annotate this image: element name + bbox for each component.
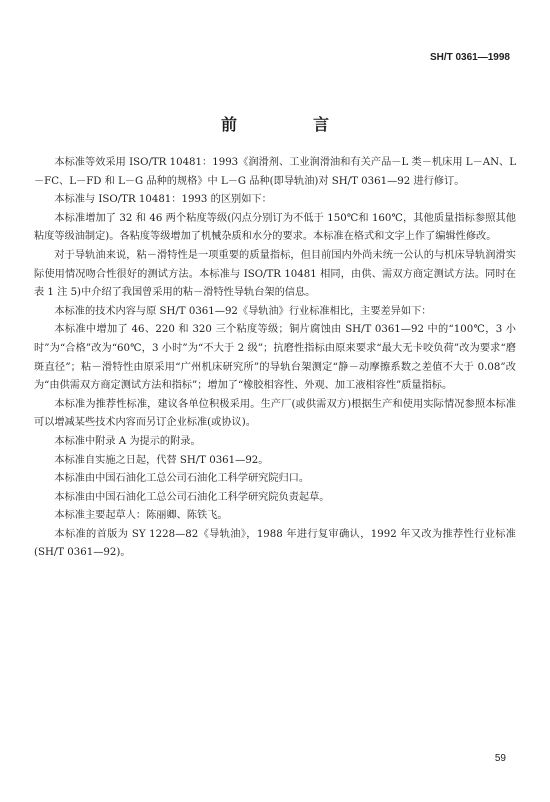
paragraph: 本标准增加了 32 和 46 两个粘度等级(闪点分别订为不低于 150℃和 160℃，其他质量指标参照其他粘度等级油制定)。各粘度等级增加了机械杂质和水分的要求。本标准在格式和文字上作了编辑性修改。 (34, 212, 516, 243)
paragraph: 本标准中增加了 46、220 和 320 三个粘度等级；铜片腐蚀由 SH/T 0361—92 中的“100℃，3 小时”为“合格”改为“60℃，3 小时”为“不大于 2 级”；抗磨性指标由原来要求“最大无卡咬负荷”改为要求“磨斑直径”；粘－滑特性由原采用“广州机床研究所”的导轨台架测定“静－动摩擦系数之差值不大于 0.08”改为“由供需双方商定测试方法和指标”；增加了“橡胶相容性、外观、加工液相容性”质量指标。 (34, 324, 516, 392)
paragraph: 本标准的首版为 SY 1228—82《导轨油》，1988 年进行复审确认，1992 年又改为推荐性行业标准(SH/T 0361—92)。 (34, 528, 516, 559)
paragraph: 本标准的技术内容与原 SH/T 0361—92《导轨油》行业标准相比，主要差异如下： (54, 305, 432, 317)
paragraph: 本标准中附录 A 为提示的附录。 (54, 435, 201, 447)
standard-code: SH/T 0361—1998 (429, 52, 510, 63)
paragraph: 本标准由中国石油化工总公司石油化工科学研究院归口。 (54, 473, 310, 485)
paragraph: 本标准自实施之日起，代替 SH/T 0361—92。 (54, 454, 269, 466)
paragraph: 本标准由中国石油化工总公司石油化工科学研究院负责起草。 (54, 491, 330, 503)
paragraph: 本标准与 ISO/TR 10481：1993 的区别如下： (54, 194, 272, 206)
foreword-body (34, 154, 516, 563)
paragraph: 本标准为推荐性标准，建议各单位积极采用。生产厂(或供需双方)根据生产和使用实际情况参照本标准可以增减某些技术内容而另订企业标准(或协议)。 (34, 398, 516, 429)
page-number: 59 (494, 753, 506, 764)
paragraph: 本标准主要起草人：陈丽卿、陈铁飞。 (54, 510, 228, 522)
paragraph: 本标准等效采用 ISO/TR 10481：1993《润滑剂、工业润滑油和有关产品－L 类－机床用 L－AN、L－FC、L－FD 和 L－G 品种的规格》中 L－G 品种(即导轨油)对 SH/T 0361—92 进行修订。 (34, 157, 516, 187)
page-title: 前 言 (220, 115, 359, 134)
paragraph: 对于导轨油来说，粘－滑特性是一项重要的质量指标，但目前国内外尚未统一公认的与机床导轨润滑实际使用情况吻合性很好的测试方法。本标准与 ISO/TR 10481 相同，由供、需双方商定测试方法。同时在表 1 注 5)中介绍了我国曾采用的粘－滑特性导轨台架的信息。 (34, 249, 516, 299)
